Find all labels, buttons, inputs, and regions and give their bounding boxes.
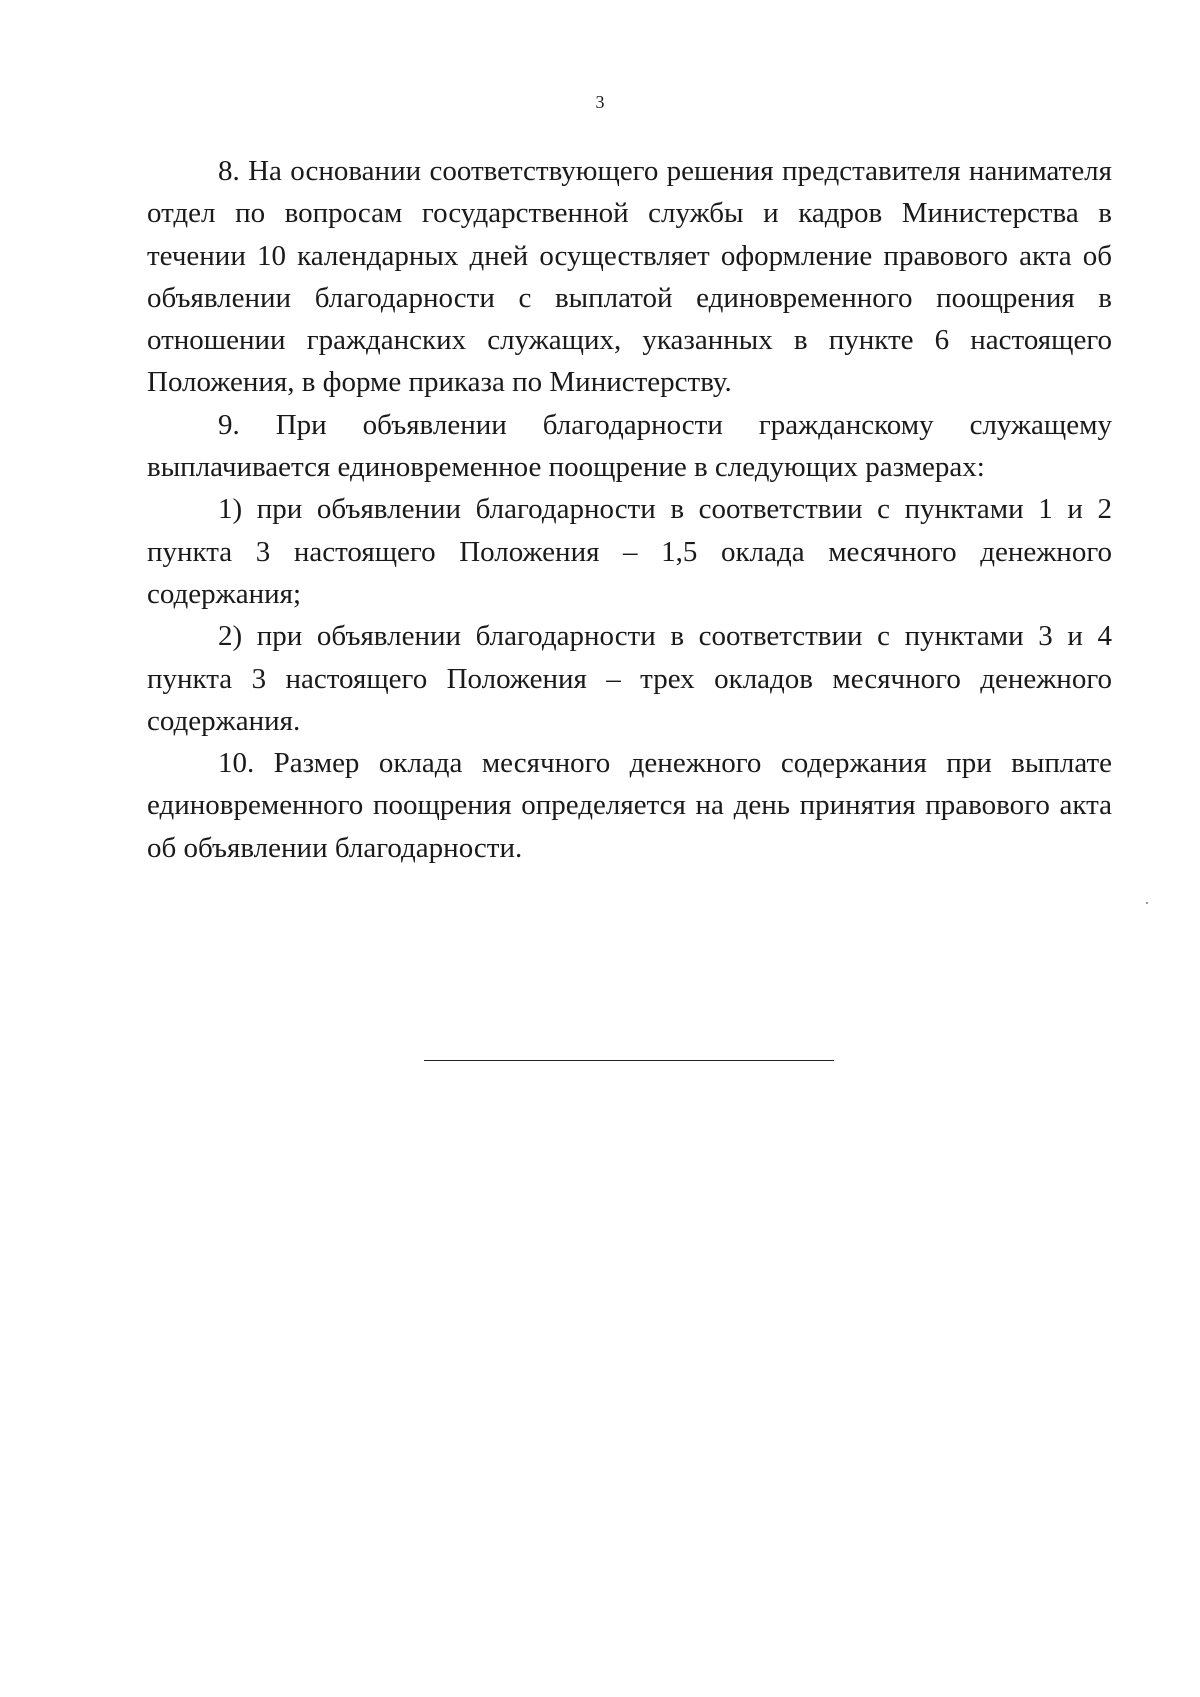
end-of-document-line bbox=[424, 1060, 834, 1061]
paragraph-10: 10. Размер оклада месячного денежного содержания при выплате единовременного поощрения определяется на день принятия правового акта об объявлении благодарности. bbox=[147, 747, 1112, 864]
scan-artifact bbox=[1146, 902, 1148, 904]
subparagraph-9-1: 1) при объявлении благодарности в соответствии с пунктами 1 и 2 пункта 3 настоящего Положения – 1,5 оклада месячного денежного содержания; bbox=[147, 493, 1112, 610]
document-body bbox=[147, 150, 1112, 869]
subparagraph-9-2: 2) при объявлении благодарности в соответствии с пунктами 3 и 4 пункта 3 настоящего Положения – трех окладов месячного денежного содержания. bbox=[147, 620, 1112, 737]
paragraph-8: 8. На основании соответствующего решения представителя нанимателя отдел по вопросам государственной службы и кадров Министерства в течении 10 календарных дней осуществляет оформление правового акта об объявлении благодарности с выплатой единовременного поощрения в отношении гражданских служащих, указанных в пункте 6 настоящего Положения, в форме приказа по Министерству. bbox=[147, 155, 1112, 399]
page-number: 3 bbox=[595, 92, 605, 112]
paragraph-9: 9. При объявлении благодарности гражданскому служащему выплачивается единовременное поощрение в следующих размерах: bbox=[147, 408, 1112, 484]
